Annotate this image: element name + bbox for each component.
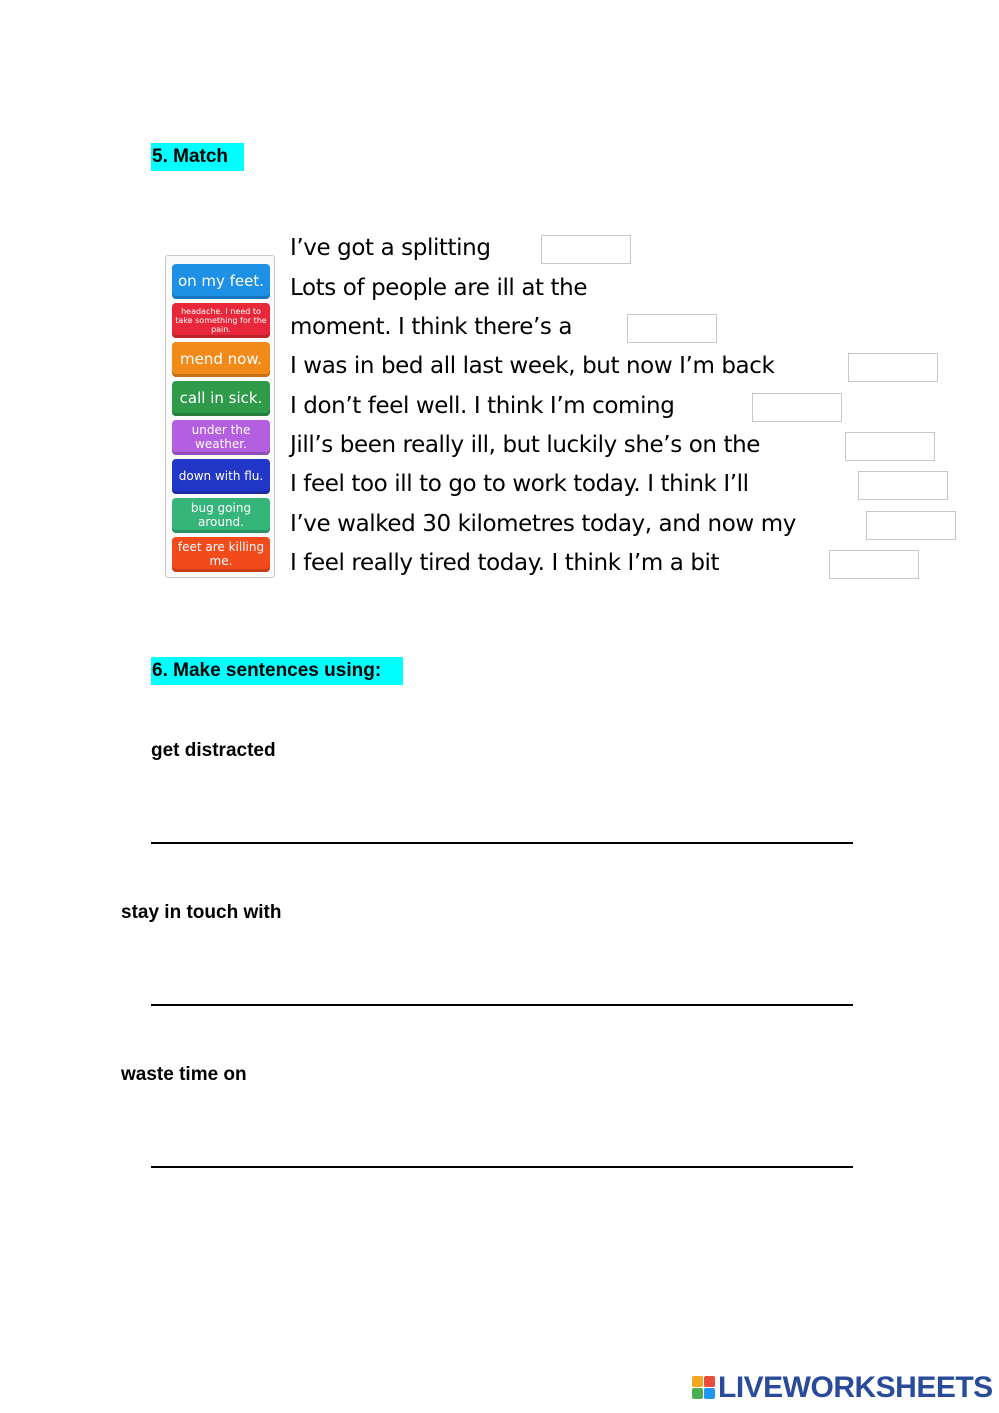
word-chip[interactable]: down with flu. bbox=[172, 459, 270, 494]
match-sentence: I’ve walked 30 kilometres today, and now my bbox=[290, 511, 796, 537]
answer-line[interactable] bbox=[151, 1166, 853, 1168]
answer-drop-box[interactable] bbox=[627, 314, 717, 343]
answer-drop-box[interactable] bbox=[866, 511, 956, 540]
match-sentence: I’ve got a splitting bbox=[290, 235, 491, 261]
prompt-phrase: get distracted bbox=[151, 740, 276, 761]
answer-drop-box[interactable] bbox=[858, 471, 948, 500]
word-chip[interactable]: on my feet. bbox=[172, 264, 270, 299]
match-sentence: I don’t feel well. I think I’m coming bbox=[290, 393, 675, 419]
match-sentence: I feel really tired today. I think I’m a bit bbox=[290, 550, 720, 576]
answer-drop-box[interactable] bbox=[848, 353, 938, 382]
logo-mark-icon bbox=[692, 1376, 716, 1400]
match-sentence: I feel too ill to go to work today. I think I’ll bbox=[290, 471, 749, 497]
answer-line[interactable] bbox=[151, 842, 853, 844]
answer-drop-box[interactable] bbox=[829, 550, 919, 579]
word-chip[interactable]: under the weather. bbox=[172, 420, 270, 455]
word-chip[interactable]: headache. I need to take something for the pain. bbox=[172, 303, 270, 338]
word-chip[interactable]: bug going around. bbox=[172, 498, 270, 533]
prompt-phrase: stay in touch with bbox=[121, 902, 282, 923]
section-6-heading: 6. Make sentences using: bbox=[151, 657, 403, 685]
word-chip[interactable]: mend now. bbox=[172, 342, 270, 377]
answer-drop-box[interactable] bbox=[752, 393, 842, 422]
match-sentence: I was in bed all last week, but now I’m back bbox=[290, 353, 775, 379]
word-chip[interactable]: feet are killing me. bbox=[172, 537, 270, 572]
word-chip[interactable]: call in sick. bbox=[172, 381, 270, 416]
match-sentence: Jill’s been really ill, but luckily she’s on the bbox=[290, 432, 760, 458]
liveworksheets-logo bbox=[692, 1373, 993, 1403]
match-sentence: Lots of people are ill at the bbox=[290, 275, 588, 301]
prompt-phrase: waste time on bbox=[121, 1064, 247, 1085]
word-bank bbox=[165, 255, 275, 578]
answer-line[interactable] bbox=[151, 1004, 853, 1006]
answer-drop-box[interactable] bbox=[845, 432, 935, 461]
answer-drop-box[interactable] bbox=[541, 235, 631, 264]
logo-text: LIVEWORKSHEETS bbox=[718, 1371, 993, 1404]
match-sentence: moment. I think there’s a bbox=[290, 314, 573, 340]
section-5-heading: 5. Match bbox=[151, 143, 244, 171]
